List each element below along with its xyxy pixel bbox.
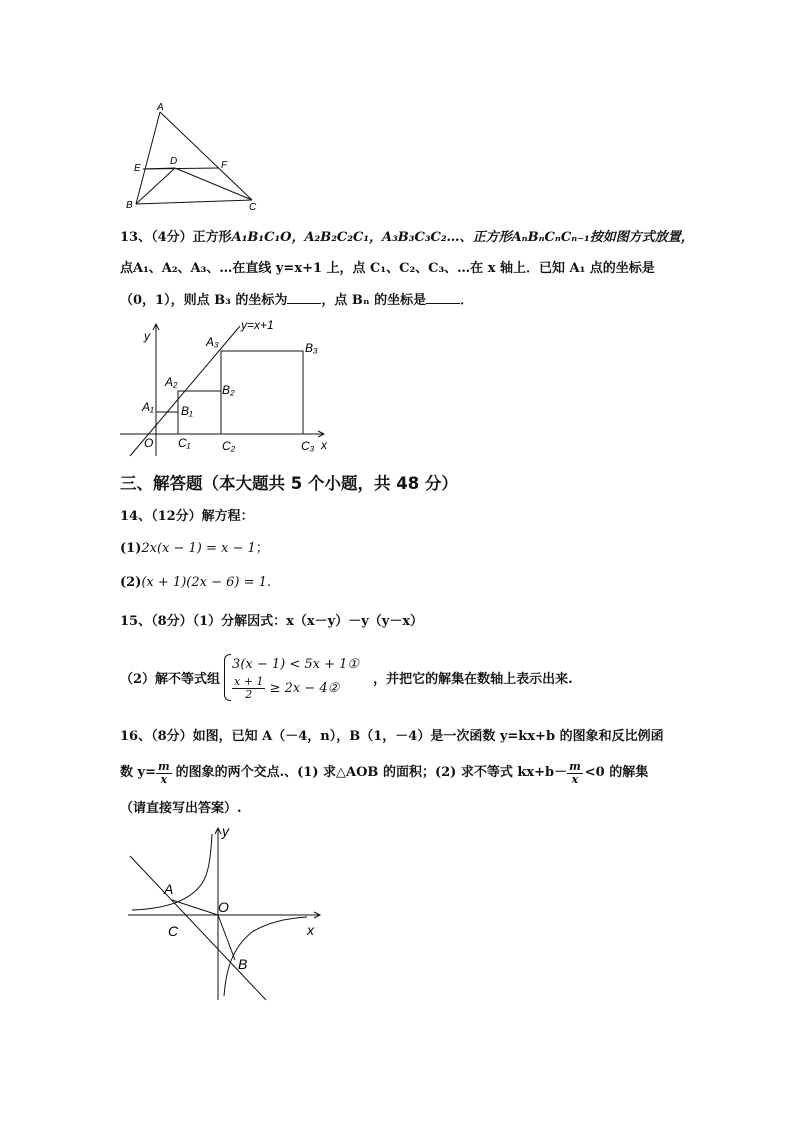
inequality-2: [232, 676, 359, 701]
q13-line3: [120, 291, 473, 310]
q14-p2-num: (2): [120, 575, 142, 590]
axis-x-label: x: [321, 438, 327, 452]
hyperbola-figure: [122, 820, 328, 1002]
axis-x-label: x: [307, 922, 314, 938]
q15-head: 15、（8分）（1）分解因式：x（x－y）－y（y－x）: [120, 614, 424, 629]
q13-line3-a: （0，1），则点 B₃ 的坐标为: [120, 293, 288, 308]
label-F: F: [221, 160, 228, 171]
label-A1: A₁: [142, 400, 154, 414]
axis-y-label: y: [222, 823, 229, 839]
q13-sq3: A₃B₃C₃C₂…、: [382, 230, 473, 245]
label-B3: B₃: [305, 341, 318, 355]
q16-line2-a: 数 y=: [120, 765, 156, 780]
answer-blank-2[interactable]: [426, 291, 460, 304]
label-A: A: [157, 102, 164, 113]
label-A3: A₃: [206, 335, 219, 349]
m-over-x-fraction: [156, 761, 172, 786]
label-C: C: [168, 923, 179, 939]
inequality-2-fraction: [232, 676, 265, 701]
label-A2: A₂: [165, 375, 178, 389]
q14-head: 14、（12分）解方程：: [120, 509, 254, 524]
label-E: E: [134, 163, 141, 174]
frac-m: m: [157, 759, 170, 773]
q15-part2: [120, 646, 573, 708]
label-O: O: [218, 899, 229, 915]
label-B: B: [238, 956, 248, 972]
fraction-numerator: x + 1: [234, 674, 264, 688]
q13-prefix: 13、（4分）正方形: [120, 230, 232, 245]
axis-y-label: y: [144, 329, 150, 343]
q16-line2-b: 的图象的两个交点.、(1) 求△AOB 的面积；(2) 求不等式 kx+b－: [175, 765, 568, 780]
label-D: D: [170, 156, 178, 167]
q13-sqn: 正方形AₙBₙCₙCₙ₋₁按如图方式放置，: [472, 230, 694, 245]
label-C: C: [249, 202, 257, 213]
q14-p1-end: ；: [255, 541, 269, 556]
label-B: B: [126, 200, 133, 211]
q16-line3: （请直接写出答案）.: [120, 801, 242, 816]
q14-part2: [120, 574, 271, 592]
frac-m-2: m: [569, 759, 581, 773]
frac-x: x: [160, 772, 168, 786]
q13-line3-b: ，点 Bₙ 的坐标是: [321, 293, 427, 308]
label-O: O: [144, 436, 154, 450]
inequality-1: 3(x − 1) < 5x + 1①: [232, 656, 360, 672]
m-over-x-fraction-2: [567, 761, 583, 786]
triangle-figure: [120, 100, 270, 215]
q13-line1: [120, 229, 694, 247]
inequality-system: [224, 654, 359, 701]
q14-p1-num: (1): [120, 541, 142, 556]
q15-p2-label: （2）解不等式组: [120, 671, 221, 687]
q13-sq1: A₁B₁C₁O，: [231, 230, 305, 245]
q16-line2: [120, 758, 648, 788]
label-C2: C₂: [222, 439, 236, 453]
label-C1: C₁: [178, 436, 191, 450]
label-C3: C₃: [301, 439, 315, 453]
q14-p2-equation: (x + 1)(2x − 6) = 1: [141, 575, 267, 590]
q14-p2-end: .: [266, 575, 272, 590]
label-B1: B₁: [181, 404, 193, 418]
q13-line3-c: ．: [460, 293, 474, 308]
q14-part1: [120, 540, 269, 558]
squares-figure: [112, 316, 344, 458]
fraction-denominator: 2: [245, 687, 253, 701]
label-A: A: [164, 881, 174, 897]
answer-blank-1[interactable]: [287, 291, 321, 304]
section-title: 三、解答题（本大题共 5 个小题，共 48 分）: [120, 474, 458, 493]
q13-sq2: A₂B₂C₂C₁，: [304, 230, 383, 245]
frac-x-2: x: [571, 772, 579, 786]
q15-tail: ，并把它的解集在数轴上表示出来.: [373, 671, 573, 687]
line-label: y=x+1: [241, 318, 274, 332]
q14-p1-equation: 2x(x − 1) = x − 1: [141, 541, 256, 556]
q13-line2: 点A₁、A₂、A₃、…在直线 y=x+1 上，点 C₁、C₂、C₃、…在 x 轴上．已知 A₁ 点的坐标是: [120, 261, 655, 276]
q16-line2-c: <0 的解集: [584, 765, 649, 780]
inequality-2-rest: ≥ 2x − 4②: [269, 680, 340, 696]
q16-line1: 16、（8分）如图，已知 A（－4，n），B（1，－4）是一次函数 y=kx+b 的图象和反比例函: [120, 729, 664, 744]
label-B2: B₂: [222, 383, 235, 397]
